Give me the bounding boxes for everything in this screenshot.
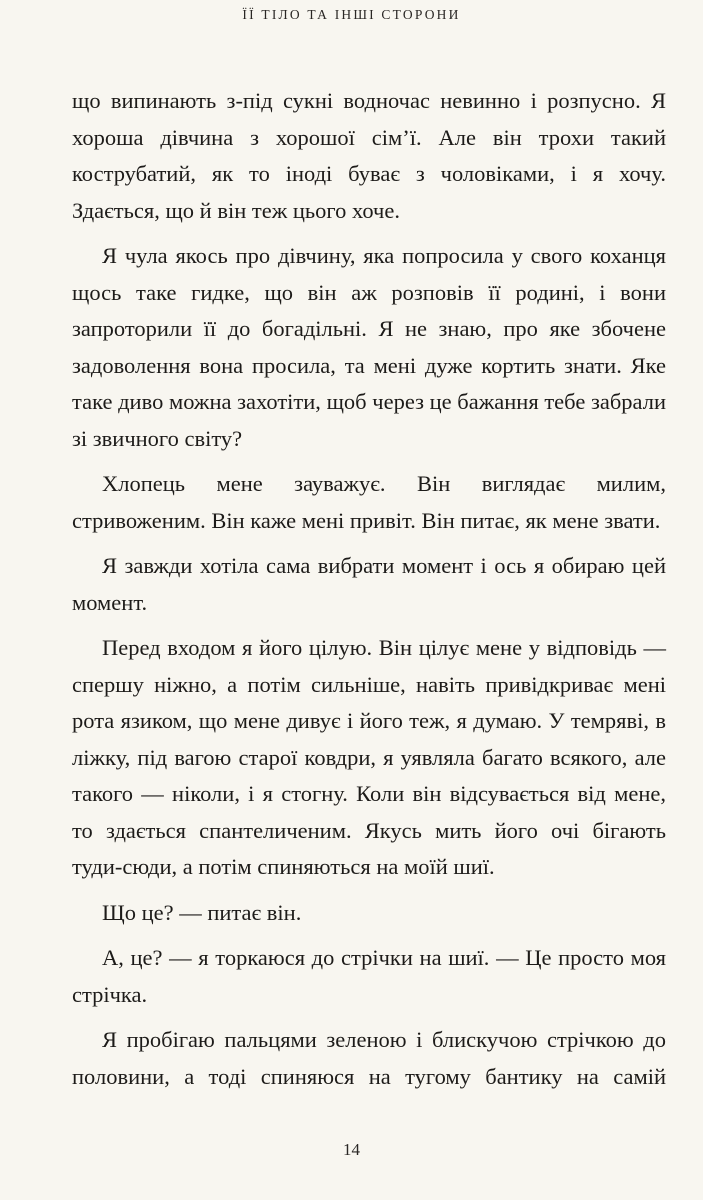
paragraph: що випинають з-під сукні водночас невинно і розпусно. Я хороша дівчина з хорошої сім’ї. Але він трохи такий кострубатий, як то іноді буває з чоловіками, і я хочу. Здається, що й він теж цього хоче. — [72, 88, 666, 223]
page-number: 14 — [343, 1140, 360, 1159]
paragraph: А, це? — я торкаюся до стрічки на шиї. — Це просто моя стрічка. — [72, 945, 666, 1007]
paragraph: Хлопець мене зауважує. Він виглядає милим, стривоженим. Він каже мені привіт. Він питає, як мене звати. — [72, 471, 666, 533]
paragraph: Я чула якось про дівчину, яка попросила у свого коханця щось таке гидке, що він аж розповів її родині, і вони запроторили її до богадільні. Я не знаю, про яке збочене задоволення вона просила, та мені дуже кортить знати. Яке таке диво можна захотіти, щоб через це бажання тебе забрали зі звичного світу? — [72, 243, 666, 451]
body-text — [72, 83, 666, 1095]
running-head: ЇЇ ТІЛО ТА ІНШІ СТОРОНИ — [242, 7, 461, 22]
paragraph: Я завжди хотіла сама вибрати момент і ось я обираю цей момент. — [72, 553, 666, 615]
paragraph: Що це? — питає він. — [102, 899, 302, 925]
paragraph: Я пробігаю пальцями зеленою і блискучою стрічкою до половини, а тоді спиняюся на тугому бантику на самій — [72, 1027, 666, 1089]
paragraph: Перед входом я його цілую. Він цілує мене у відповідь — спершу ніжно, а потім сильніше, навіть привідкриває мені рота язиком, що мене дивує і його теж, я думаю. У темряві, в ліжку, під вагою старої ковдри, я уявляла багато всякого, але такого — ніколи, і я стогну. Коли він відсувається від мене, то здається спантеличеним. Якусь мить його очі бігають туди-сюди, а потім спиняються на моїй шиї. — [72, 635, 666, 879]
